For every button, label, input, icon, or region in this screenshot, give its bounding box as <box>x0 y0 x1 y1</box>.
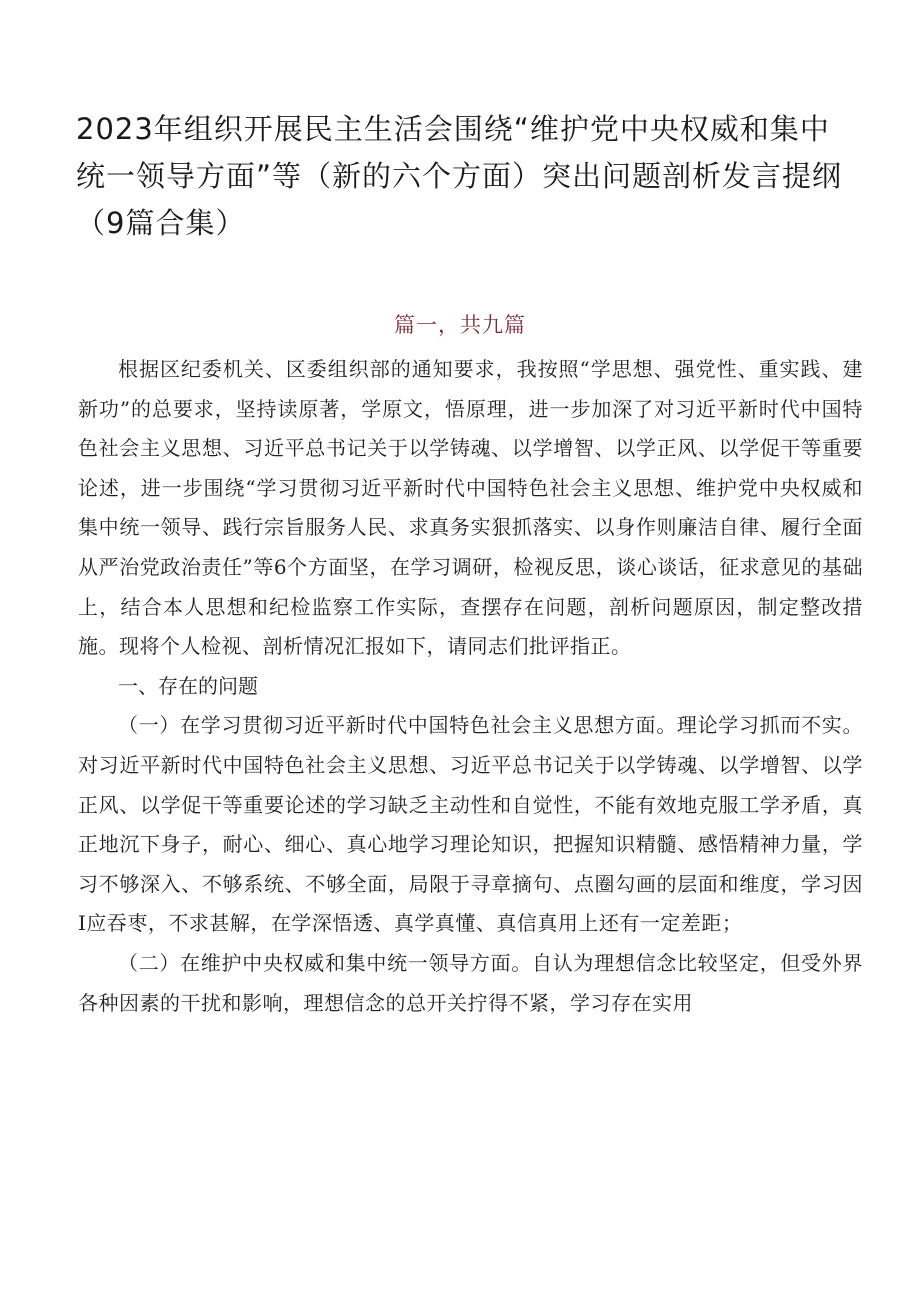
intro-paragraph: 根据区纪委机关、区委组织部的通知要求，我按照“学思想、强党性、重实践、建新功”的总要求，坚持读原著，学原文，悟原理，进一步加深了对习近平新时代中国特色社会主义思想、习近平总书记关于以学铸魂、以学增智、以学正风、以学促干等重要论述，进一步围绕“学习贯彻习近平新时代中国特色社会主义思想、维护党中央权威和集中统一领导、践行宗旨服务人民、求真务实狠抓落实、以身作则廉洁自律、履行全面从严治党政治责任”等6个方面坚，在学习调研，检视反思，谈心谈话，征求意见的基础上，结合本人思想和纪检监察工作实际，查摆存在问题，剖析问题原因，制定整改措施。现将个人检视、剖析情况汇报如下，请同志们批评指正。 <box>78 357 863 659</box>
document-title: 2023年组织开展民主生活会围绕“维护党中央权威和集中统一领导方面”等（新的六个方面）突出问题剖析发言提纲（9篇合集） <box>76 112 843 240</box>
issue-paragraph-1: （一）在学习贯彻习近平新时代中国特色社会主义思想方面。理论学习抓而不实。对习近平新时代中国特色社会主义思想、习近平总书记关于以学铸魂、以学增智、以学正风、以学促干等重要论述的学习缺乏主动性和自觉性，不能有效地克服工学矛盾，真正地沉下身子，耐心、细心、真心地学习理论知识，把握知识精髓、感悟精神力量，学习不够深入、不够系统、不够全面，局限于寻章摘句、点圈勾画的层面和维度，学习因I应吞枣，不求甚解，在学深悟透、真学真懂、真信真用上还有一定差距； <box>78 713 863 936</box>
issues-heading: 一、存在的问题 <box>118 673 258 698</box>
issue-paragraph-2: （二）在维护中央权威和集中统一领导方面。自认为理想信念比较坚定，但受外界各种因素的干扰和影响，理想信念的总开关拧得不紧，学习存在实用 <box>78 950 863 1015</box>
document-body <box>78 350 863 1023</box>
section-heading: 篇一，共九篇 <box>394 313 526 337</box>
